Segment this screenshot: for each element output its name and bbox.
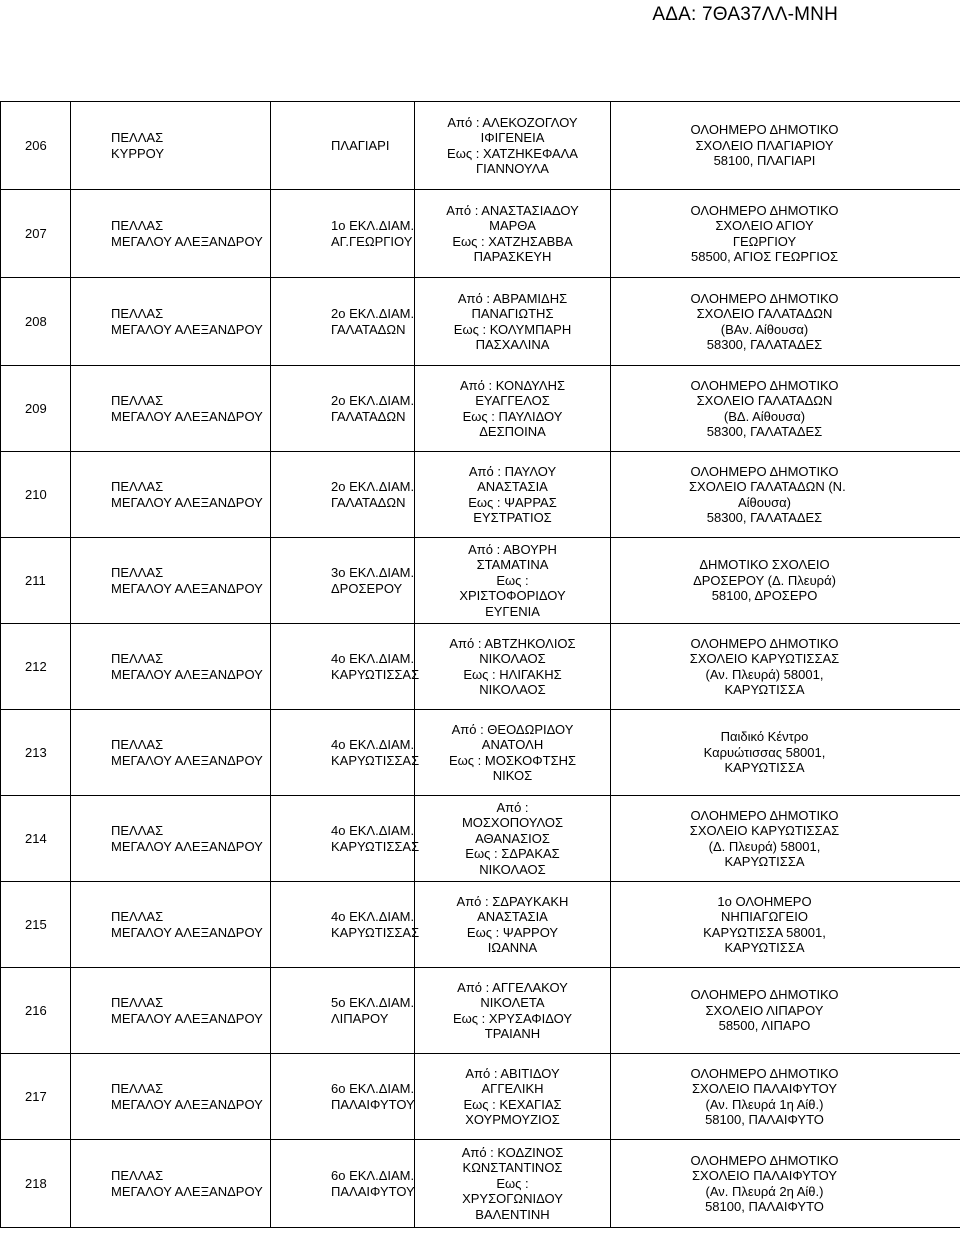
polling-location-cell — [611, 102, 960, 190]
prefecture-cell-line: ΠΕΛΛΑΣ — [111, 823, 164, 838]
surname-range-cell — [415, 102, 611, 190]
surname-range-cell-line: Εως : ΠΑΥΛΙΔΟΥ — [462, 408, 563, 424]
polling-location-cell-line: ΟΛΟΗΜΕΡΟ ΔΗΜΟΤΙΚΟ — [690, 377, 839, 393]
surname-range-cell-line: Εως : ΗΛΙΓΑΚΗΣ — [463, 666, 562, 682]
surname-range-cell-line: ΑΝΑΣΤΑΣΙΑ — [477, 479, 548, 494]
prefecture-cell — [71, 1054, 271, 1140]
prefecture-cell-line: ΜΕΓΑΛΟΥ ΑΛΕΞΑΝΔΡΟΥ — [111, 838, 263, 854]
district-cell-line: ΚΑΡΥΩΤΙΣΣΑΣ — [331, 924, 420, 940]
prefecture-cell-line: ΠΕΛΛΑΣ — [111, 565, 164, 580]
surname-range-cell-line: Από : ΠΑΥΛΟΥ — [468, 463, 557, 479]
surname-range-cell-line: Από : ΑΓΓΕΛΑΚΟΥ — [457, 979, 568, 995]
district-cell-line: 2ο ΕΚΛ.ΔΙΑΜ. — [331, 479, 415, 494]
prefecture-cell — [71, 710, 271, 796]
district-cell — [271, 1140, 415, 1228]
prefecture-cell — [71, 796, 271, 882]
table-row — [1, 796, 960, 882]
row-number: 213 — [1, 710, 71, 796]
polling-location-cell-line: ΟΛΟΗΜΕΡΟ ΔΗΜΟΤΙΚΟ — [690, 463, 839, 479]
polling-location-cell-line: 58300, ΓΑΛΑΤΑΔΕΣ — [706, 337, 823, 352]
prefecture-cell-line: ΠΕΛΛΑΣ — [111, 218, 164, 233]
prefecture-cell — [71, 452, 271, 538]
district-cell-line: 3ο ΕΚΛ.ΔΙΑΜ. — [331, 565, 415, 580]
polling-location-cell-line: Παιδικό Κέντρο — [720, 729, 809, 745]
table-row — [1, 882, 960, 968]
surname-range-cell-line: ΚΩΝΣΤΑΝΤΙΝΟΣ — [462, 1160, 563, 1176]
polling-location-cell — [611, 796, 960, 882]
district-cell — [271, 278, 415, 366]
polling-location-cell — [611, 538, 960, 624]
district-cell — [271, 710, 420, 796]
surname-range-cell-line: Εως : ΨΑΡΡΑΣ — [468, 494, 557, 510]
surname-range-cell — [415, 452, 611, 538]
row-number: 218 — [1, 1140, 71, 1228]
row-number: 216 — [1, 968, 71, 1054]
polling-location-cell-line: ΟΛΟΗΜΕΡΟ ΔΗΜΟΤΙΚΟ — [690, 1065, 839, 1081]
polling-location-cell-line: ΣΧΟΛΕΙΟ ΚΑΡΥΩΤΙΣΣΑΣ — [689, 651, 840, 666]
surname-range-cell — [415, 1054, 611, 1140]
polling-location-cell-line: ΣΧΟΛΕΙΟ ΠΑΛΑΙΦΥΤΟΥ — [692, 1168, 837, 1183]
district-cell — [271, 538, 415, 624]
prefecture-cell-line: ΠΕΛΛΑΣ — [111, 1081, 164, 1096]
polling-location-cell-line: ΣΧΟΛΕΙΟ ΓΑΛΑΤΑΔΩΝ — [696, 306, 833, 321]
polling-location-cell-line: 58500, ΑΓΙΟΣ ΓΕΩΡΓΙΟΣ — [691, 249, 838, 264]
row-number: 206 — [1, 102, 71, 190]
prefecture-cell-line: ΜΕΓΑΛΟΥ ΑΛΕΞΑΝΔΡΟΥ — [111, 408, 263, 424]
district-cell-line: ΓΑΛΑΤΑΔΩΝ — [331, 408, 406, 424]
surname-range-cell-line: ΜΟΣΧΟΠΟΥΛΟΣ — [461, 815, 564, 831]
prefecture-cell — [71, 366, 271, 452]
table-body — [1, 102, 960, 1228]
prefecture-cell-line: ΠΕΛΛΑΣ — [111, 651, 164, 666]
polling-location-cell-line: ΔΡΟΣΕΡΟΥ (Δ. Πλευρά) — [693, 572, 836, 588]
surname-range-cell-line: Εως : ΣΔΡΑΚΑΣ — [465, 846, 560, 862]
district-cell-line: ΓΑΛΑΤΑΔΩΝ — [331, 494, 406, 510]
polling-location-cell — [611, 624, 960, 710]
district-cell-line: ΚΑΡΥΩΤΙΣΣΑΣ — [331, 666, 420, 682]
surname-range-cell-line: ΧΟΥΡΜΟΥΖΙΟΣ — [465, 1112, 560, 1127]
polling-location-cell-line: ΝΗΠΙΑΓΩΓΕΙΟ — [721, 909, 808, 924]
district-cell-line: 6ο ΕΚΛ.ΔΙΑΜ. — [331, 1081, 415, 1096]
surname-range-cell-line: ΑΓΓΕΛΙΚΗ — [481, 1081, 544, 1096]
polling-location-cell-line: ΣΧΟΛΕΙΟ ΓΑΛΑΤΑΔΩΝ — [696, 393, 833, 408]
polling-location-cell-line: ΚΑΡΥΩΤΙΣΣΑ — [724, 760, 805, 776]
table-row — [1, 624, 960, 710]
district-cell-line: ΠΛΑΓΙΑΡΙ — [331, 137, 390, 153]
surname-range-cell-line: Εως : ΧΑΤΖΗΣΑΒΒΑ — [452, 233, 573, 249]
surname-range-cell-line: ΝΙΚΟΛΕΤΑ — [480, 995, 545, 1010]
district-cell — [271, 1054, 415, 1140]
polling-location-cell-line: ΟΛΟΗΜΕΡΟ ΔΗΜΟΤΙΚΟ — [690, 1152, 839, 1168]
district-cell — [271, 190, 415, 278]
district-cell-line: 6ο ΕΚΛ.ΔΙΑΜ. — [331, 1168, 415, 1183]
surname-range-cell-line: ΕΥΑΓΓΕΛΟΣ — [475, 393, 550, 408]
surname-range-cell-line: Από : ΑΛΕΚΟΖΟΓΛΟΥ — [447, 114, 578, 130]
district-cell — [271, 968, 415, 1054]
row-number: 208 — [1, 278, 71, 366]
surname-range-cell-line: ΠΑΣΧΑΛΙΝΑ — [475, 337, 550, 352]
prefecture-cell-line: ΠΕΛΛΑΣ — [111, 479, 164, 494]
district-cell — [271, 882, 420, 968]
table-row — [1, 190, 960, 278]
prefecture-cell-line: ΜΕΓΑΛΟΥ ΑΛΕΞΑΝΔΡΟΥ — [111, 1010, 263, 1026]
district-cell-line: 2ο ΕΚΛ.ΔΙΑΜ. — [331, 393, 415, 408]
polling-location-cell-line: ΓΕΩΡΓΙΟΥ — [732, 233, 797, 249]
surname-range-cell-line: ΜΑΡΘΑ — [489, 218, 536, 233]
surname-range-cell-line: ΧΡΥΣΟΓΩΝΙΔΟΥ — [462, 1191, 563, 1207]
row-number: 217 — [1, 1054, 71, 1140]
surname-range-cell — [415, 366, 611, 452]
district-cell — [271, 796, 420, 882]
polling-location-cell-line: (Δ. Πλευρά) 58001, — [708, 838, 821, 854]
surname-range-cell-line: Εως : — [496, 572, 529, 588]
prefecture-cell-line: ΜΕΓΑΛΟΥ ΑΛΕΞΑΝΔΡΟΥ — [111, 321, 263, 337]
surname-range-cell-line: ΝΙΚΟΛΑΟΣ — [479, 651, 546, 666]
polling-location-cell-line: (Αν. Πλευρά 1η Αίθ.) — [705, 1096, 824, 1112]
surname-range-cell-line: ΝΙΚΟΛΑΟΣ — [479, 682, 546, 697]
polling-location-cell-line: ΣΧΟΛΕΙΟ ΠΑΛΑΙΦΥΤΟΥ — [692, 1081, 837, 1096]
surname-range-cell — [415, 968, 611, 1054]
district-cell — [271, 452, 415, 538]
table-row — [1, 366, 960, 452]
prefecture-cell — [71, 1140, 271, 1228]
polling-location-cell-line: 58100, ΔΡΟΣΕΡΟ — [711, 588, 818, 604]
polling-location-cell-line: 58300, ΓΑΛΑΤΑΔΕΣ — [706, 510, 823, 525]
surname-range-cell — [415, 190, 611, 278]
surname-range-cell-line: Από : ΚΟΔΖΙΝΟΣ — [461, 1144, 564, 1160]
surname-range-cell-line: Από : ΑΒΡΑΜΙΔΗΣ — [457, 290, 568, 306]
surname-range-cell-line: ΒΑΛΕΝΤΙΝΗ — [475, 1206, 550, 1222]
district-cell-line: 4ο ΕΚΛ.ΔΙΑΜ. — [331, 651, 415, 666]
row-number: 212 — [1, 624, 71, 710]
surname-range-cell-line: Από : ΑΒΟΥΡΗ — [468, 541, 557, 557]
district-cell-line: ΚΑΡΥΩΤΙΣΣΑΣ — [331, 752, 420, 768]
polling-location-cell-line: ΣΧΟΛΕΙΟ ΓΑΛΑΤΑΔΩΝ (Ν. — [689, 479, 846, 494]
prefecture-cell — [71, 278, 271, 366]
polling-location-cell-line: ΚΑΡΥΩΤΙΣΣΑ 58001, — [703, 924, 826, 940]
surname-range-cell-line: ΙΩΑΝΝΑ — [487, 940, 538, 955]
polling-location-cell-line: ΔΗΜΟΤΙΚΟ ΣΧΟΛΕΙΟ — [699, 557, 830, 573]
prefecture-cell — [71, 882, 271, 968]
prefecture-cell-line: ΠΕΛΛΑΣ — [111, 306, 164, 321]
district-cell-line: ΓΑΛΑΤΑΔΩΝ — [331, 321, 406, 337]
table-row — [1, 278, 960, 366]
table-row — [1, 1140, 960, 1228]
polling-location-cell-line: ΟΛΟΗΜΕΡΟ ΔΗΜΟΤΙΚΟ — [690, 807, 839, 823]
prefecture-cell-line: ΜΕΓΑΛΟΥ ΑΛΕΞΑΝΔΡΟΥ — [111, 752, 263, 768]
polling-location-cell-line: 58500, ΛΙΠΑΡΟ — [718, 1018, 811, 1034]
district-cell — [271, 102, 415, 190]
prefecture-cell-line: ΜΕΓΑΛΟΥ ΑΛΕΞΑΝΔΡΟΥ — [111, 580, 263, 596]
surname-range-cell-line: ΤΡΑΙΑΝΗ — [484, 1026, 541, 1041]
prefecture-cell-line: ΚΥΡΡΟΥ — [111, 145, 165, 161]
polling-location-cell-line: Καρυώτισσας 58001, — [703, 744, 826, 760]
surname-range-cell-line: ΓΙΑΝΝΟΥΛΑ — [476, 161, 549, 176]
polling-location-cell-line: (ΒΔ. Αίθουσα) — [723, 408, 806, 424]
table-row — [1, 102, 960, 190]
table-row — [1, 452, 960, 538]
surname-range-cell — [415, 710, 611, 796]
polling-location-cell — [611, 710, 960, 796]
surname-range-cell-line: ΠΑΡΑΣΚΕΥΗ — [473, 249, 552, 264]
surname-range-cell-line: Από : ΣΔΡΑΥΚΑΚΗ — [456, 893, 569, 909]
surname-range-cell-line: ΔΕΣΠΟΙΝΑ — [479, 424, 546, 439]
surname-range-cell-line: ΝΙΚΟΣ — [492, 768, 533, 783]
surname-range-cell-line: Από : — [496, 799, 529, 815]
district-cell-line: 1ο ΕΚΛ.ΔΙΑΜ. — [331, 218, 415, 233]
surname-range-cell-line: Εως : ΨΑΡΡΟΥ — [466, 924, 559, 940]
surname-range-cell-line: ΝΙΚΟΛΑΟΣ — [479, 861, 546, 877]
polling-location-cell — [611, 190, 960, 278]
prefecture-cell-line: ΜΕΓΑΛΟΥ ΑΛΕΞΑΝΔΡΟΥ — [111, 233, 263, 249]
polling-location-cell-line: 58100, ΠΑΛΑΙΦΥΤΟ — [705, 1199, 824, 1214]
polling-location-cell — [611, 452, 960, 538]
polling-location-cell-line: 58100, ΠΑΛΑΙΦΥΤΟ — [705, 1112, 824, 1127]
row-number: 210 — [1, 452, 71, 538]
district-cell — [271, 624, 420, 710]
polling-location-cell-line: ΚΑΡΥΩΤΙΣΣΑ — [724, 854, 805, 869]
prefecture-cell-line: ΜΕΓΑΛΟΥ ΑΛΕΞΑΝΔΡΟΥ — [111, 1096, 263, 1112]
surname-range-cell-line: Εως : ΧΑΤΖΗΚΕΦΑΛΑ — [447, 145, 578, 161]
prefecture-cell-line: ΜΕΓΑΛΟΥ ΑΛΕΞΑΝΔΡΟΥ — [111, 924, 263, 940]
surname-range-cell-line: ΑΘΑΝΑΣΙΟΣ — [475, 830, 550, 846]
table-row — [1, 968, 960, 1054]
prefecture-cell — [71, 968, 271, 1054]
district-cell-line: ΠΑΛΑΙΦΥΤΟΥ — [331, 1183, 415, 1199]
table-row — [1, 538, 960, 624]
row-number: 209 — [1, 366, 71, 452]
row-number: 215 — [1, 882, 71, 968]
district-cell-line: ΚΑΡΥΩΤΙΣΣΑΣ — [331, 838, 420, 854]
prefecture-cell-line: ΠΕΛΛΑΣ — [111, 393, 164, 408]
polling-location-cell-line: ΟΛΟΗΜΕΡΟ ΔΗΜΟΤΙΚΟ — [690, 202, 839, 218]
polling-location-cell-line: (ΒΑν. Αίθουσα) — [720, 321, 809, 337]
surname-range-cell — [415, 882, 611, 968]
prefecture-cell — [71, 538, 271, 624]
polling-location-cell-line: (Αν. Πλευρά 2η Αίθ.) — [705, 1183, 824, 1199]
prefecture-cell-line: ΜΕΓΑΛΟΥ ΑΛΕΞΑΝΔΡΟΥ — [111, 666, 263, 682]
surname-range-cell-line: Εως : ΚΟΛΥΜΠΑΡΗ — [453, 321, 572, 337]
district-cell-line: ΔΡΟΣΕΡΟΥ — [331, 580, 403, 596]
row-number: 207 — [1, 190, 71, 278]
surname-range-cell — [415, 796, 611, 882]
table-row — [1, 1054, 960, 1140]
polling-location-cell-line: ΟΛΟΗΜΕΡΟ ΔΗΜΟΤΙΚΟ — [690, 635, 839, 651]
document-code: ΑΔΑ: 7ΘΑ37ΛΛ-ΜΝΗ — [652, 4, 838, 25]
surname-range-cell-line: ΠΑΝΑΓΙΩΤΗΣ — [471, 306, 554, 321]
surname-range-cell-line: Από : ΘΕΟΔΩΡΙΔΟΥ — [451, 721, 574, 737]
district-cell — [271, 366, 415, 452]
district-cell-line: ΑΓ.ΓΕΩΡΓΙΟΥ — [331, 233, 413, 249]
surname-range-cell — [415, 624, 611, 710]
row-number: 214 — [1, 796, 71, 882]
surname-range-cell-line: Από : ΑΒΙΤΙΔΟΥ — [465, 1065, 560, 1081]
row-number: 211 — [1, 538, 71, 624]
surname-range-cell-line: Εως : ΧΡΥΣΑΦΙΔΟΥ — [452, 1010, 573, 1026]
surname-range-cell-line: ΑΝΑΣΤΑΣΙΑ — [477, 909, 548, 924]
polling-location-cell — [611, 278, 960, 366]
district-cell-line: 4ο ΕΚΛ.ΔΙΑΜ. — [331, 737, 415, 752]
surname-range-cell — [415, 1140, 611, 1228]
prefecture-cell-line: ΠΕΛΛΑΣ — [111, 1168, 164, 1183]
surname-range-cell-line: ΑΝΑΤΟΛΗ — [481, 737, 544, 752]
surname-range-cell — [415, 538, 611, 624]
surname-range-cell-line: ΣΤΑΜΑΤΙΝΑ — [476, 557, 549, 573]
polling-location-cell-line: ΟΛΟΗΜΕΡΟ ΔΗΜΟΤΙΚΟ — [690, 290, 839, 306]
surname-range-cell-line: Από : ΑΝΑΣΤΑΣΙΑΔΟΥ — [446, 202, 579, 218]
polling-location-cell-line: ΣΧΟΛΕΙΟ ΚΑΡΥΩΤΙΣΣΑΣ — [689, 823, 840, 838]
surname-range-cell — [415, 278, 611, 366]
prefecture-cell — [71, 102, 271, 190]
surname-range-cell-line: Από : ΑΒΤΖΗΚΟΛΙΟΣ — [449, 635, 576, 651]
polling-location-cell-line: ΣΧΟΛΕΙΟ ΛΙΠΑΡΟΥ — [705, 1002, 824, 1018]
polling-location-cell-line: ΟΛΟΗΜΕΡΟ ΔΗΜΟΤΙΚΟ — [690, 122, 839, 138]
surname-range-cell-line: Από : ΚΟΝΔΥΛΗΣ — [459, 377, 565, 393]
surname-range-cell-line: ΕΥΣΤΡΑΤΙΟΣ — [473, 510, 552, 525]
prefecture-cell — [71, 190, 271, 278]
surname-range-cell-line: ΙΦΙΓΕΝΕΙΑ — [480, 130, 545, 145]
prefecture-cell-line: ΜΕΓΑΛΟΥ ΑΛΕΞΑΝΔΡΟΥ — [111, 494, 263, 510]
prefecture-cell-line: ΠΕΛΛΑΣ — [111, 909, 164, 924]
polling-location-cell — [611, 968, 960, 1054]
prefecture-cell-line: ΠΕΛΛΑΣ — [111, 737, 164, 752]
district-cell-line: 5ο ΕΚΛ.ΔΙΑΜ. — [331, 995, 415, 1010]
polling-location-cell — [611, 1054, 960, 1140]
polling-location-cell-line: 58100, ΠΛΑΓΙΑΡΙ — [713, 153, 816, 169]
prefecture-cell-line: ΠΕΛΛΑΣ — [111, 995, 164, 1010]
polling-location-cell — [611, 366, 960, 452]
polling-location-cell-line: (Αν. Πλευρά) 58001, — [705, 666, 824, 682]
polling-location-cell-line: ΣΧΟΛΕΙΟ ΠΛΑΓΙΑΡΙΟΥ — [695, 137, 834, 153]
prefecture-cell-line: ΠΕΛΛΑΣ — [111, 130, 164, 145]
polling-location-cell-line: ΟΛΟΗΜΕΡΟ ΔΗΜΟΤΙΚΟ — [690, 987, 839, 1003]
surname-range-cell-line: Εως : ΚΕΧΑΓΙΑΣ — [463, 1096, 562, 1112]
polling-location-cell-line: ΣΧΟΛΕΙΟ ΑΓΙΟΥ — [715, 218, 814, 233]
prefecture-cell-line: ΜΕΓΑΛΟΥ ΑΛΕΞΑΝΔΡΟΥ — [111, 1183, 263, 1199]
surname-range-cell-line: ΧΡΙΣΤΟΦΟΡΙΔΟΥ — [459, 588, 566, 604]
prefecture-cell — [71, 624, 271, 710]
polling-location-cell — [611, 882, 960, 968]
polling-location-cell-line: Αίθουσα) — [738, 494, 791, 510]
district-cell-line: 4ο ΕΚΛ.ΔΙΑΜ. — [331, 823, 415, 838]
polling-location-cell-line: 58300, ΓΑΛΑΤΑΔΕΣ — [706, 424, 823, 439]
district-cell-line: ΠΑΛΑΙΦΥΤΟΥ — [331, 1096, 415, 1112]
table-row — [1, 710, 960, 796]
polling-location-cell-line: ΚΑΡΥΩΤΙΣΣΑ — [724, 940, 805, 955]
surname-range-cell-line: ΕΥΓΕΝΙΑ — [485, 603, 540, 619]
polling-location-cell-line: ΚΑΡΥΩΤΙΣΣΑ — [724, 682, 805, 697]
district-cell-line: 2ο ΕΚΛ.ΔΙΑΜ. — [331, 306, 415, 321]
polling-stations-table — [0, 101, 960, 1228]
polling-location-cell-line: 1ο ΟΛΟΗΜΕΡΟ — [717, 893, 812, 909]
surname-range-cell-line: Εως : ΜΟΣΚΟΦΤΣΗΣ — [448, 752, 577, 768]
surname-range-cell-line: Εως : — [496, 1175, 529, 1191]
polling-location-cell — [611, 1140, 960, 1228]
district-cell-line: ΛΙΠΑΡΟΥ — [331, 1010, 389, 1026]
district-cell-line: 4ο ΕΚΛ.ΔΙΑΜ. — [331, 909, 415, 924]
